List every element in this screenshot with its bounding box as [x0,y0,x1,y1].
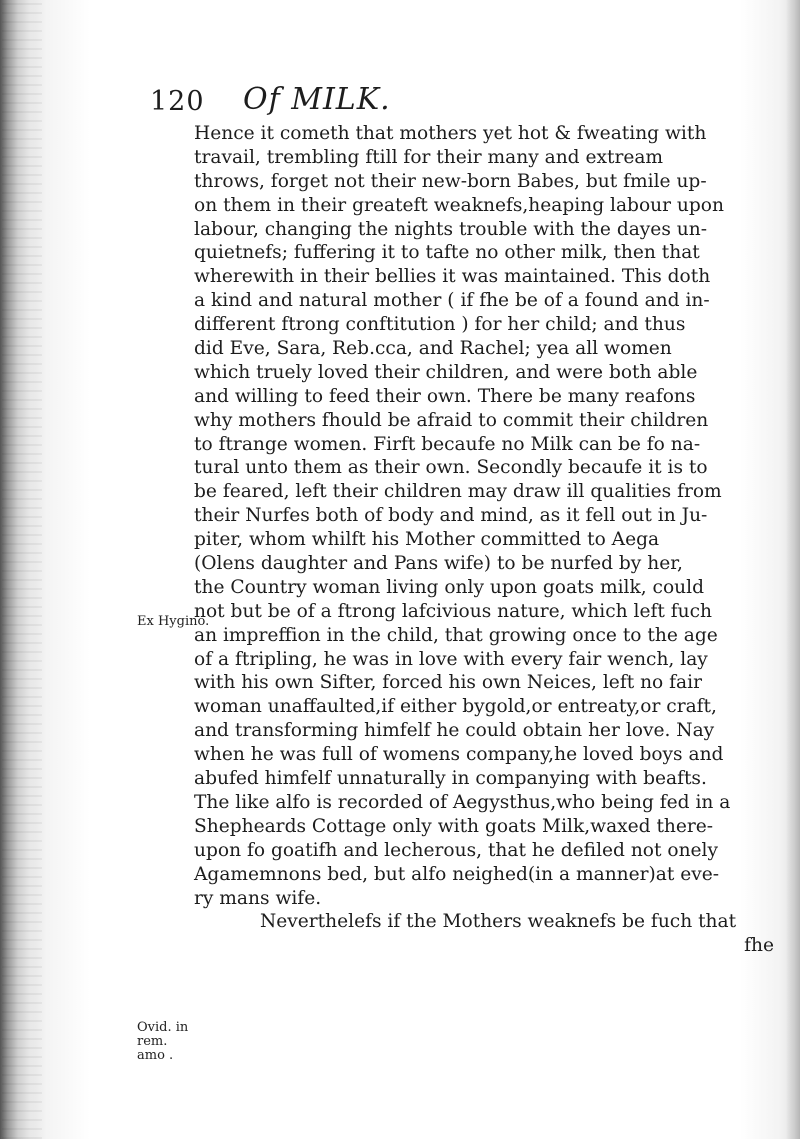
text-line: travail, trembling ftill for their many and extream [194,146,664,168]
page-header [150,82,770,122]
text-line: Hence it cometh that mothers yet hot & fweating with [194,123,707,144]
page-edge-shadow [786,0,800,1139]
text-line: which truely loved their children, and were both able [194,361,698,383]
text-line: throws, forget not their new-born Babes, but fmile up- [194,170,707,192]
text-line: fhe [744,935,774,957]
binding-texture [2,0,42,1139]
text-line: the Country woman living only upon goats milk, could [194,576,704,598]
text-line: with his own Sifter, forced his own Neices, left no fair [194,672,702,694]
text-line: Agamemnons bed, but alfo neighed(in a manner)at eve- [194,863,720,885]
text-line: Shepheards Cottage only with goats Milk,waxed there- [194,815,714,837]
text-line: labour, changing the nights trouble with the dayes un- [194,218,707,240]
text-line: to ftrange women. Firft becaufe no Milk can be fo na- [194,433,701,455]
text-line: wherewith in their bellies it was maintained. This doth [194,266,711,288]
text-line: and transforming himfelf he could obtain her love. Nay [194,720,715,742]
margin-note-hygino: Ex Hygino. [137,614,210,629]
text-line: their Nurfes both of body and mind, as it fell out in Ju- [194,505,708,527]
running-title: Of MILK. [243,82,391,117]
text-line: on them in their greateft weaknefs,heaping labour upon [194,194,724,216]
text-line: why mothers fhould be afraid to commit their children [194,409,709,431]
body-text [194,122,788,958]
text-line: of a ftripling, he was in love with every fair wench, lay [194,648,708,670]
text-line: Neverthelefs if the Mothers weaknefs be fuch that [260,911,737,933]
text-line: be feared, left their children may draw ill qualities from [194,481,722,503]
text-line: a kind and natural mother ( if fhe be of a found and in- [194,290,710,312]
margin-note-ovid-line2: amo . [137,1048,174,1063]
text-line: tural unto them as their own. Secondly becaufe it is to [194,457,708,479]
text-line: The like alfo is recorded of Aegysthus,who being fed in a [194,791,731,813]
text-line: quietnefs; fuffering it to tafte no other milk, then that [194,242,700,264]
text-line: (Olens daughter and Pans wife) to be nurfed by her, [194,553,683,575]
text-line: did Eve, Sara, Reb.cca, and Rachel; yea all women [194,338,672,360]
text-line: different ftrong conftitution ) for her child; and thus [194,314,686,336]
margin-note-ovid-line1: Ovid. in rem. [137,1020,189,1049]
margin-note-ovid [137,1021,207,1063]
text-line: upon fo goatifh and lecherous, that he defiled not onely [194,839,719,861]
text-line: an impreffion in the child, that growing once to the age [194,624,718,646]
text-line: piter, whom whilft his Mother committed to Aega [194,529,660,551]
text-line: not but be of a ftrong lafcivious nature, which left fuch [194,600,713,622]
text-line: when he was full of womens company,he loved boys and [194,744,724,766]
text-line: abufed himfelf unnaturally in companying with beafts. [194,768,707,790]
page-number: 120 [150,86,205,117]
text-line: ry mans wife. [194,887,322,909]
text-line: and willing to feed their own. There be many reafons [194,385,696,407]
text-line: woman unaffaulted,if either bygold,or entreaty,or craft, [194,696,717,718]
